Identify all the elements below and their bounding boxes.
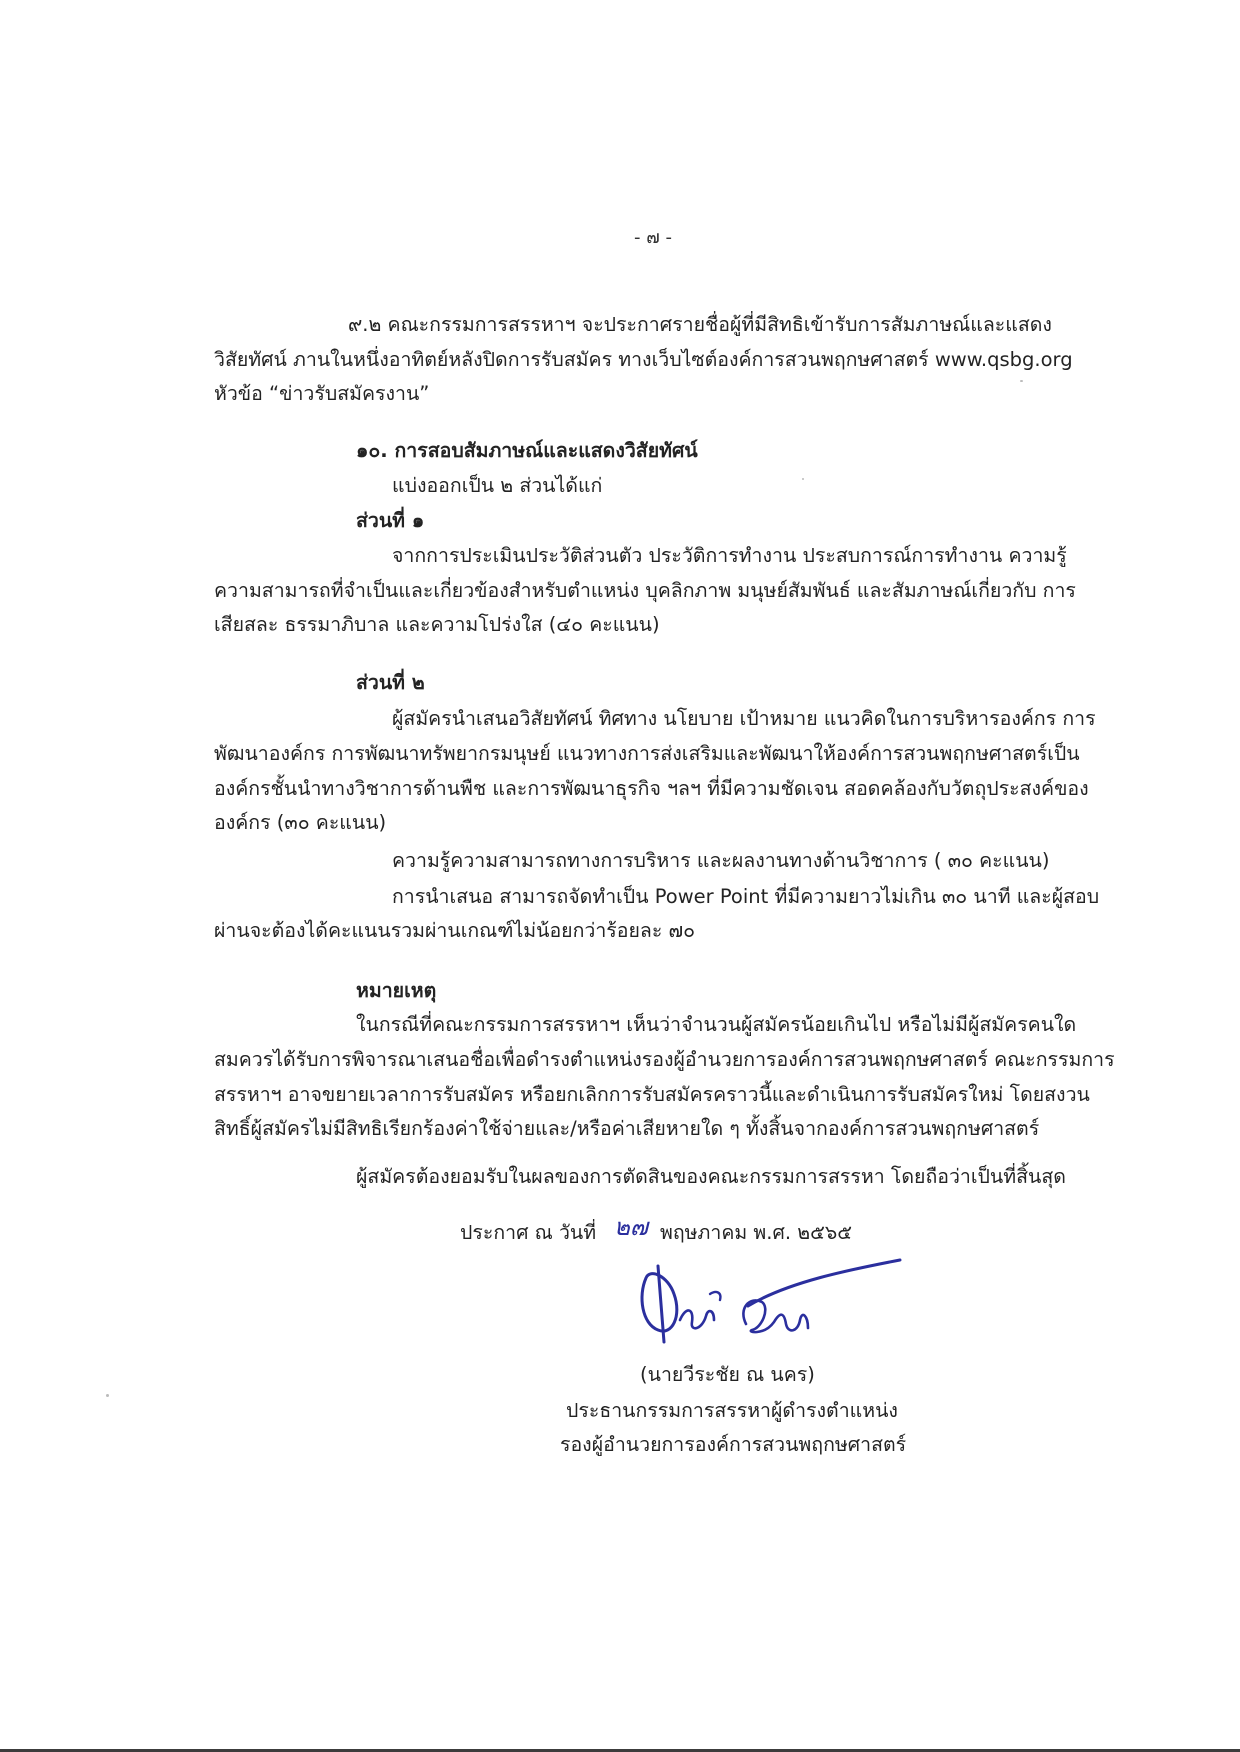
section-10-heading: ๑๐. การสอบสัมภาษณ์และแสดงวิสัยทัศน์ [356, 439, 698, 462]
part-2-line-7: ผ่านจะต้องได้คะแนนรวมผ่านเกณฑ์ไม่น้อยกว่าร้อยละ ๗๐ [214, 919, 696, 942]
section-9-2-line-2: วิสัยทัศน์ ภานในหนึ่งอาทิตย์หลังปิดการรับสมัคร ทางเว็บไซต์องค์การสวนพฤกษศาสตร์ www.qsbg.org [214, 348, 1073, 371]
remarks-line-5: ผู้สมัครต้องยอมรับในผลของการตัดสินของคณะกรรมการสรรหา โดยถือว่าเป็นที่สิ้นสุด [356, 1165, 1066, 1188]
part-1-line-3: เสียสละ ธรรมาภิบาล และความโปร่งใส (๔๐ คะแนน) [214, 613, 660, 636]
page-number: - ๗ - [634, 227, 672, 248]
remarks-line-4: สิทธิ์ผู้สมัครไม่มีสิทธิเรียกร้องค่าใช้จ่ายและ/หรือค่าเสียหายใด ๆ ทั้งสิ้นจากองค์การสวนพฤกษศาสตร์ [214, 1117, 1040, 1140]
scan-speck [1020, 380, 1023, 382]
part-2-line-3: องค์กรชั้นนำทางวิชาการด้านพืช และการพัฒนาธุรกิจ ฯลฯ ที่มีความชัดเจน สอดคล้องกับวัตถุประสงค์ของ [214, 777, 1089, 800]
remarks-heading: หมายเหตุ [356, 979, 437, 1002]
part-2-heading: ส่วนที่ ๒ [356, 671, 425, 694]
part-2-line-1: ผู้สมัครนำเสนอวิสัยทัศน์ ทิศทาง นโยบาย เป้าหมาย แนวคิดในการบริหารองค์กร การ [392, 707, 1096, 730]
remarks-line-2: สมควรได้รับการพิจารณาเสนอชื่อเพื่อดำรงตำแหน่งรองผู้อำนวยการองค์การสวนพฤกษศาสตร์ คณะกรรมการ [214, 1048, 1115, 1071]
handwritten-signature [628, 1246, 908, 1356]
part-1-line-2: ความสามารถที่จำเป็นและเกี่ยวข้องสำหรับตำแหน่ง บุคลิกภาพ มนุษย์สัมพันธ์ และสัมภาษณ์เกี่ยวกับ การ [214, 579, 1076, 602]
signatory-title-line-2: รองผู้อำนวยการองค์การสวนพฤกษศาสตร์ [560, 1433, 907, 1456]
part-2-line-4: องค์กร (๓๐ คะแนน) [214, 811, 387, 834]
part-2-line-5: ความรู้ความสามารถทางการบริหาร และผลงานทางด้านวิชาการ ( ๓๐ คะแนน) [392, 849, 1050, 872]
section-9-2-line-1: ๙.๒ คณะกรรมการสรรหาฯ จะประกาศรายชื่อผู้ที่มีสิทธิเข้ารับการสัมภาษณ์และแสดง [348, 313, 1052, 336]
part-1-line-1: จากการประเมินประวัติส่วนตัว ประวัติการทำงาน ประสบการณ์การทำงาน ความรู้ [392, 544, 1067, 567]
scan-speck [802, 478, 804, 480]
signatory-name: (นายวีระชัย ณ นคร) [640, 1363, 815, 1386]
announcement-day-handwritten: ๒๗ [614, 1213, 648, 1241]
remarks-line-1: ในกรณีที่คณะกรรมการสรรหาฯ เห็นว่าจำนวนผู้สมัครน้อยเกินไป หรือไม่มีผู้สมัครคนใด [356, 1013, 1077, 1036]
part-1-heading: ส่วนที่ ๑ [356, 509, 425, 532]
part-2-line-2: พัฒนาองค์กร การพัฒนาทรัพยากรมนุษย์ แนวทางการส่งเสริมและพัฒนาให้องค์การสวนพฤกษศาสตร์เป็น [214, 742, 1080, 765]
section-9-2-line-3: หัวข้อ “ข่าวรับสมัครงาน” [214, 382, 430, 405]
announcement-suffix: พฤษภาคม พ.ศ. ๒๕๖๕ [660, 1221, 852, 1244]
section-10-intro: แบ่งออกเป็น ๒ ส่วนได้แก่ [392, 474, 603, 497]
scan-speck [106, 1394, 109, 1397]
signatory-title-line-1: ประธานกรรมการสรรหาผู้ดำรงตำแหน่ง [566, 1399, 898, 1422]
part-2-line-6: การนำเสนอ สามารถจัดทำเป็น Power Point ที่มีความยาวไม่เกิน ๓๐ นาที และผู้สอบ [392, 885, 1100, 908]
remarks-line-3: สรรหาฯ อาจขยายเวลาการรับสมัคร หรือยกเลิกการรับสมัครคราวนี้และดำเนินการรับสมัครใหม่ โดยสงวน [214, 1083, 1090, 1106]
announcement-prefix: ประกาศ ณ วันที่ [460, 1221, 597, 1244]
